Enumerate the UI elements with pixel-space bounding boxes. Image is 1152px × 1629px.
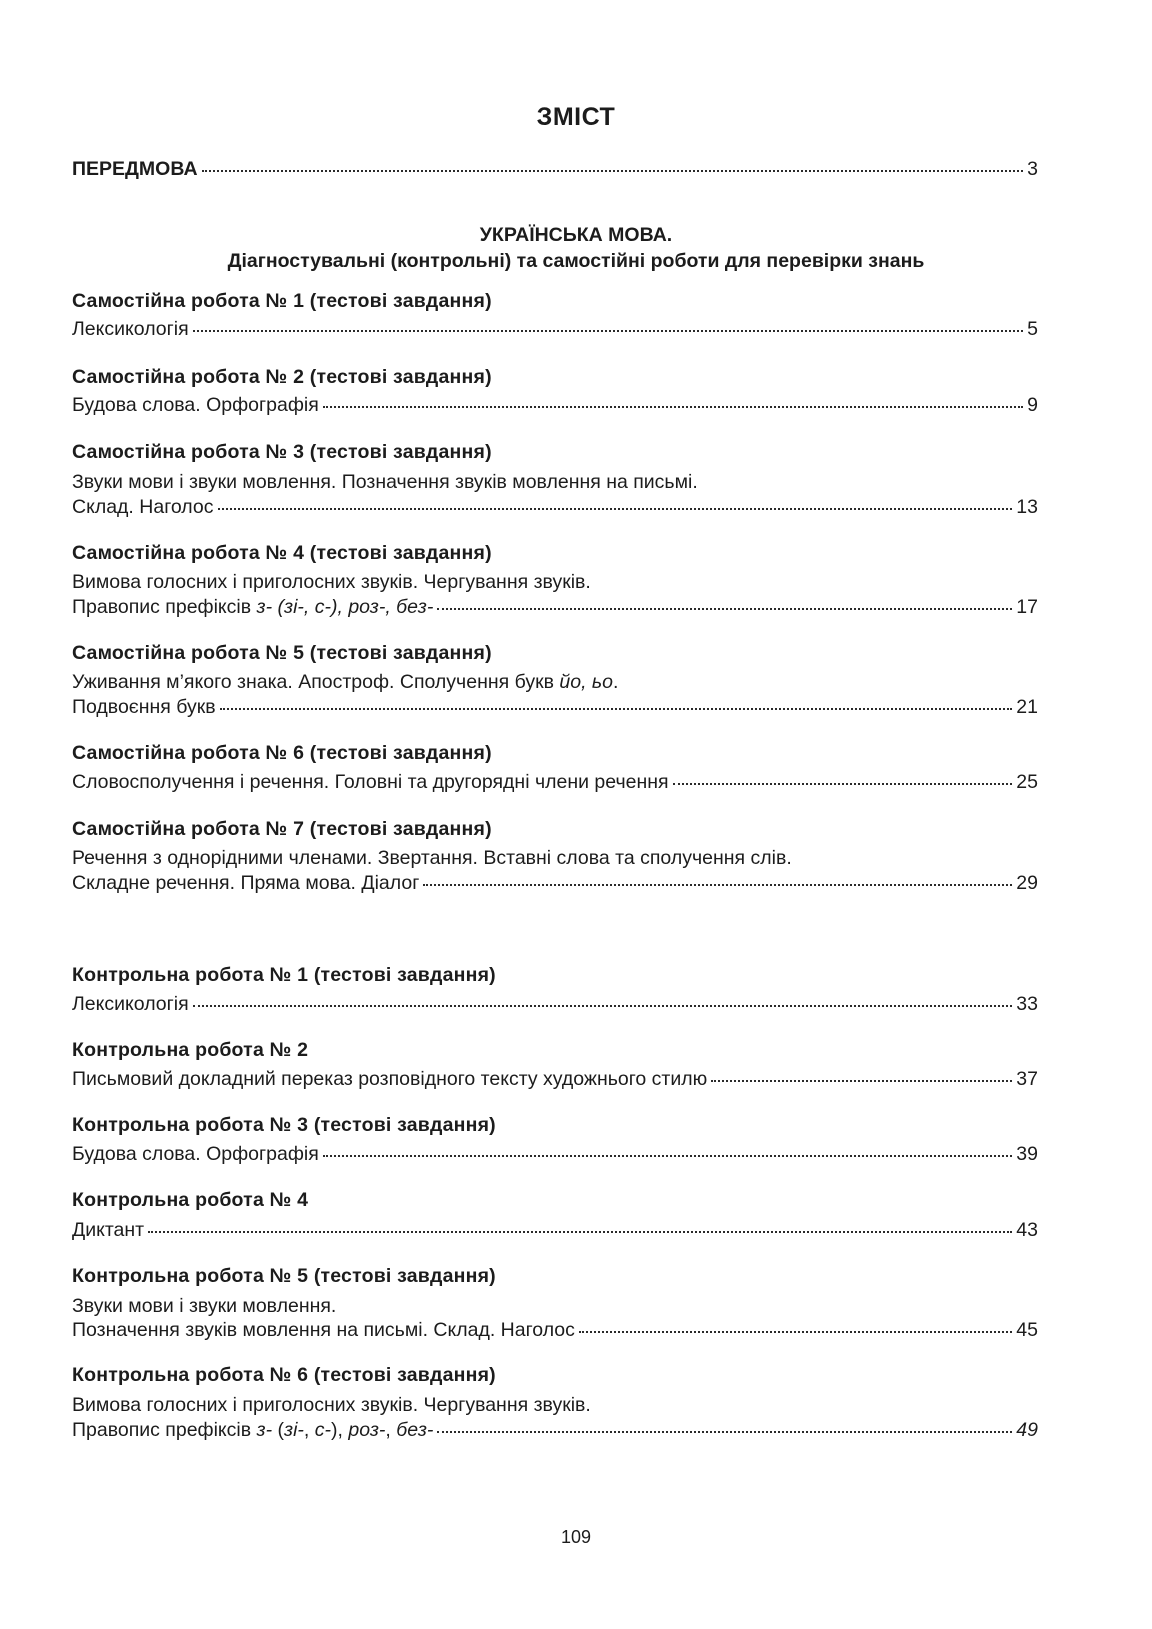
toc-entry-description: Звуки мови і звуки мовлення. bbox=[72, 1295, 337, 1317]
dot-leader bbox=[437, 1431, 1012, 1433]
toc-entry-description: Звуки мови і звуки мовлення. Позначення звуків мовлення на письмі. bbox=[72, 471, 698, 493]
toc-entry-title: Диктант bbox=[72, 1219, 145, 1241]
toc-entry[interactable] bbox=[72, 1068, 1038, 1096]
page-ref: 9 bbox=[1027, 394, 1038, 416]
dot-leader bbox=[323, 1155, 1013, 1157]
dot-leader bbox=[218, 508, 1013, 510]
page-ref: 29 bbox=[1016, 872, 1038, 894]
toc-heading: Контрольна робота № 5 (тестові завдання) bbox=[72, 1265, 496, 1287]
dot-leader bbox=[220, 708, 1013, 710]
page-ref: 43 bbox=[1016, 1219, 1038, 1241]
toc-entry-description: Вимова голосних і приголосних звуків. Чергування звуків. bbox=[72, 1394, 591, 1416]
toc-heading: Самостійна робота № 4 (тестові завдання) bbox=[72, 542, 492, 564]
dot-leader bbox=[202, 170, 1024, 172]
page-ref: 33 bbox=[1016, 993, 1038, 1015]
toc-heading: Самостійна робота № 6 (тестові завдання) bbox=[72, 742, 492, 764]
toc-entry-description: Речення з однорідними членами. Звертання. Вставні слова та сполучення слів. bbox=[72, 847, 792, 869]
toc-entry-title: Словосполучення і речення. Головні та другорядні члени речення bbox=[72, 771, 669, 793]
toc-entry-title: Правопис префіксів з- (зі-, с-), роз-, без- bbox=[72, 1419, 434, 1441]
toc-entry-title: Подвоєння букв bbox=[72, 696, 216, 718]
toc-heading: Самостійна робота № 5 (тестові завдання) bbox=[72, 642, 492, 664]
toc-entry-title: Лексикологія bbox=[72, 318, 189, 340]
toc-entry[interactable] bbox=[72, 496, 1038, 524]
dot-leader bbox=[148, 1231, 1012, 1233]
toc-entry-description: Уживання м’якого знака. Апостроф. Сполучення букв йо, ьо. bbox=[72, 671, 619, 693]
toc-heading: Контрольна робота № 6 (тестові завдання) bbox=[72, 1364, 496, 1386]
toc-entry[interactable] bbox=[72, 771, 1038, 799]
toc-entry-title: Правопис префіксів з- (зі-, с-), роз-, без- bbox=[72, 596, 434, 618]
dot-leader bbox=[193, 1005, 1013, 1007]
toc-entry[interactable] bbox=[72, 993, 1038, 1021]
toc-heading: Контрольна робота № 1 (тестові завдання) bbox=[72, 964, 496, 986]
toc-entry-title: Складне речення. Пряма мова. Діалог bbox=[72, 872, 420, 894]
toc-heading: Самостійна робота № 1 (тестові завдання) bbox=[72, 290, 492, 312]
toc-entry[interactable] bbox=[72, 1319, 1038, 1347]
toc-heading: Самостійна робота № 2 (тестові завдання) bbox=[72, 366, 492, 388]
dot-leader bbox=[193, 330, 1023, 332]
page-title: ЗМІСТ bbox=[536, 103, 616, 131]
page-ref: 25 bbox=[1016, 771, 1038, 793]
page-ref: 37 bbox=[1016, 1068, 1038, 1090]
toc-entry-title: Позначення звуків мовлення на письмі. Склад. Наголос bbox=[72, 1319, 575, 1341]
page-ref: 13 bbox=[1016, 496, 1038, 518]
toc-entry[interactable] bbox=[72, 1419, 1038, 1447]
page-ref: 49 bbox=[1016, 1419, 1038, 1441]
toc-entry[interactable] bbox=[72, 696, 1038, 724]
toc-entry-title: Письмовий докладний переказ розповідного тексту художнього стилю bbox=[72, 1068, 708, 1090]
toc-heading: Самостійна робота № 3 (тестові завдання) bbox=[72, 441, 492, 463]
page-ref: 3 bbox=[1027, 158, 1038, 180]
dot-leader bbox=[423, 884, 1012, 886]
toc-heading: Контрольна робота № 3 (тестові завдання) bbox=[72, 1114, 496, 1136]
dot-leader bbox=[579, 1331, 1012, 1333]
preface-label: ПЕРЕДМОВА bbox=[72, 158, 198, 180]
dot-leader bbox=[673, 783, 1013, 785]
toc-heading: Самостійна робота № 7 (тестові завдання) bbox=[72, 818, 492, 840]
toc-entry-title: Будова слова. Орфографія bbox=[72, 1143, 319, 1165]
toc-entry-description: Вимова голосних і приголосних звуків. Чергування звуків. bbox=[72, 571, 591, 593]
toc-entry-title: Лексикологія bbox=[72, 993, 189, 1015]
toc-entry[interactable] bbox=[72, 1219, 1038, 1247]
page-ref: 21 bbox=[1016, 696, 1038, 718]
page-ref: 45 bbox=[1016, 1319, 1038, 1341]
toc-entry[interactable] bbox=[72, 872, 1038, 900]
dot-leader bbox=[437, 608, 1012, 610]
toc-entry-title: Склад. Наголос bbox=[72, 496, 214, 518]
toc-entry[interactable] bbox=[72, 1143, 1038, 1171]
section-subtitle: Діагностувальні (контрольні) та самостійні роботи для перевірки знань bbox=[227, 250, 925, 272]
page-ref: 5 bbox=[1027, 318, 1038, 340]
page-number: 109 bbox=[560, 1527, 592, 1547]
section-title: УКРАЇНСЬКА МОВА. bbox=[479, 224, 673, 246]
section-header bbox=[60, 222, 1092, 274]
page-ref: 39 bbox=[1016, 1143, 1038, 1165]
toc-heading: Контрольна робота № 2 bbox=[72, 1039, 309, 1061]
toc-heading: Контрольна робота № 4 bbox=[72, 1189, 309, 1211]
toc-entry[interactable] bbox=[72, 596, 1038, 624]
page-ref: 17 bbox=[1016, 596, 1038, 618]
toc-entry[interactable] bbox=[72, 318, 1038, 346]
toc-entry[interactable] bbox=[72, 394, 1038, 422]
dot-leader bbox=[711, 1080, 1012, 1082]
toc-entry-title: Будова слова. Орфографія bbox=[72, 394, 319, 416]
dot-leader bbox=[323, 406, 1023, 408]
toc-entry-preface[interactable] bbox=[72, 158, 1038, 186]
